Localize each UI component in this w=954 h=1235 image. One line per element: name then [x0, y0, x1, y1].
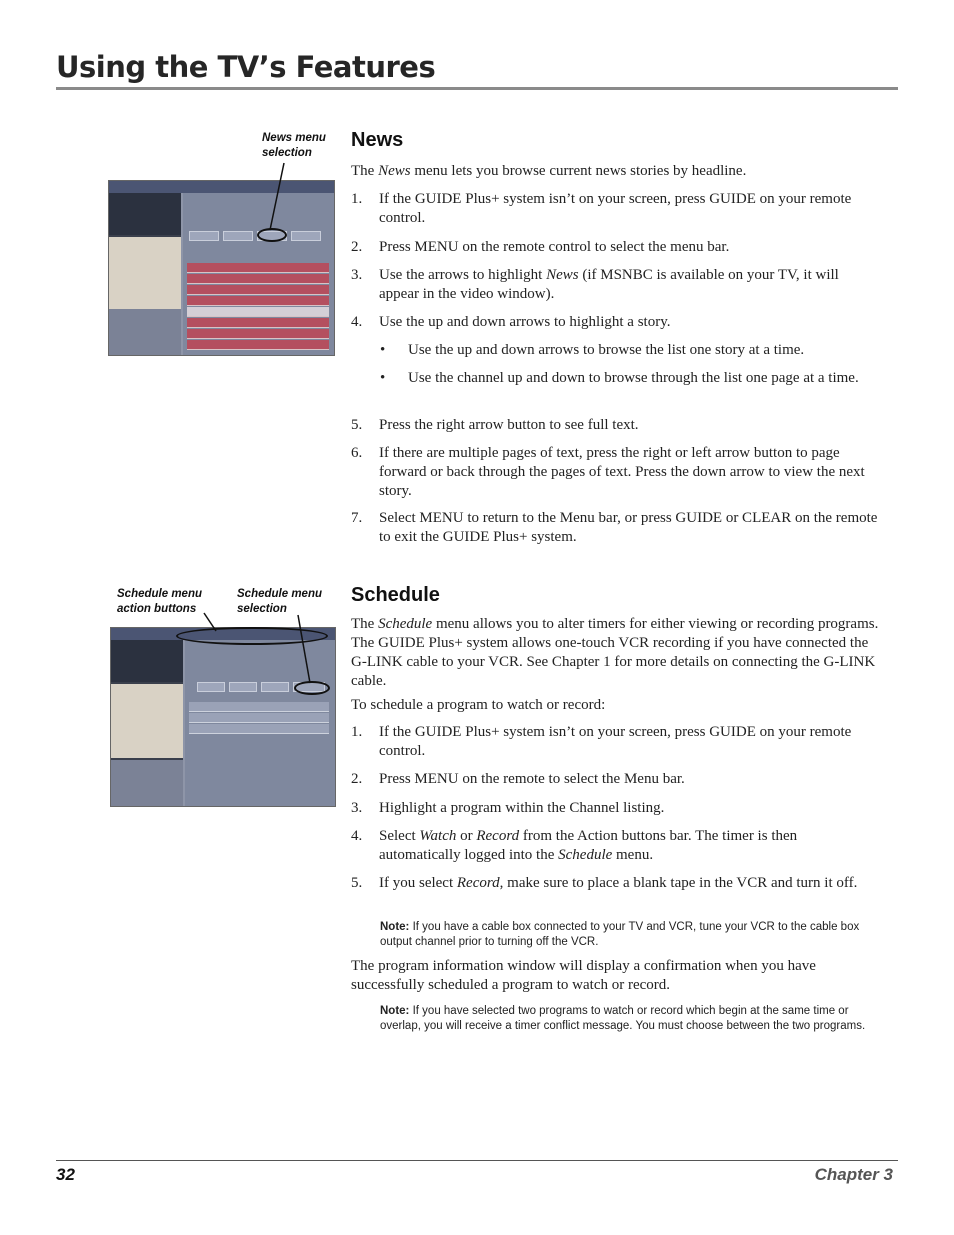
- page-number: 32: [56, 1165, 75, 1184]
- schedule-heading: Schedule: [351, 584, 440, 606]
- schedule-action-caption: Schedule menu action buttons: [117, 588, 202, 615]
- news-intro: The News menu lets you browse current news stories by headline.: [351, 163, 747, 179]
- footer-rule: [56, 1160, 898, 1161]
- news-selection-caption: News menu selection: [262, 132, 326, 159]
- chapter-label: Chapter 3: [814, 1165, 893, 1184]
- schedule-lead: To schedule a program to watch or record:: [351, 697, 606, 713]
- schedule-confirmation-text: The program information window will display a confirmation when you have successfully scheduled a program to watch or record.: [351, 958, 816, 993]
- schedule-intro: The Schedule menu allows you to alter timers for either viewing or recording programs. The GUIDE Plus+ system allows one-touch VCR recording if you have connected the G-LINK cable to your VCR. See Chapter 1 for more details on connecting the G-LINK cable.: [351, 616, 879, 689]
- schedule-note-cable-box: Note: If you have a cable box connected to your TV and VCR, tune your VCR to the cable box output channel prior to turning off the VCR.: [380, 921, 860, 948]
- schedule-note-conflict: Note: If you have selected two programs to watch or record which begin at the same time or overlap, you will receive a timer conflict message. You must choose between the two programs.: [380, 1005, 866, 1032]
- schedule-selection-caption: Schedule menu selection: [237, 588, 322, 615]
- page-title: Using the TV’s Features: [56, 50, 436, 84]
- news-heading: News: [351, 129, 404, 151]
